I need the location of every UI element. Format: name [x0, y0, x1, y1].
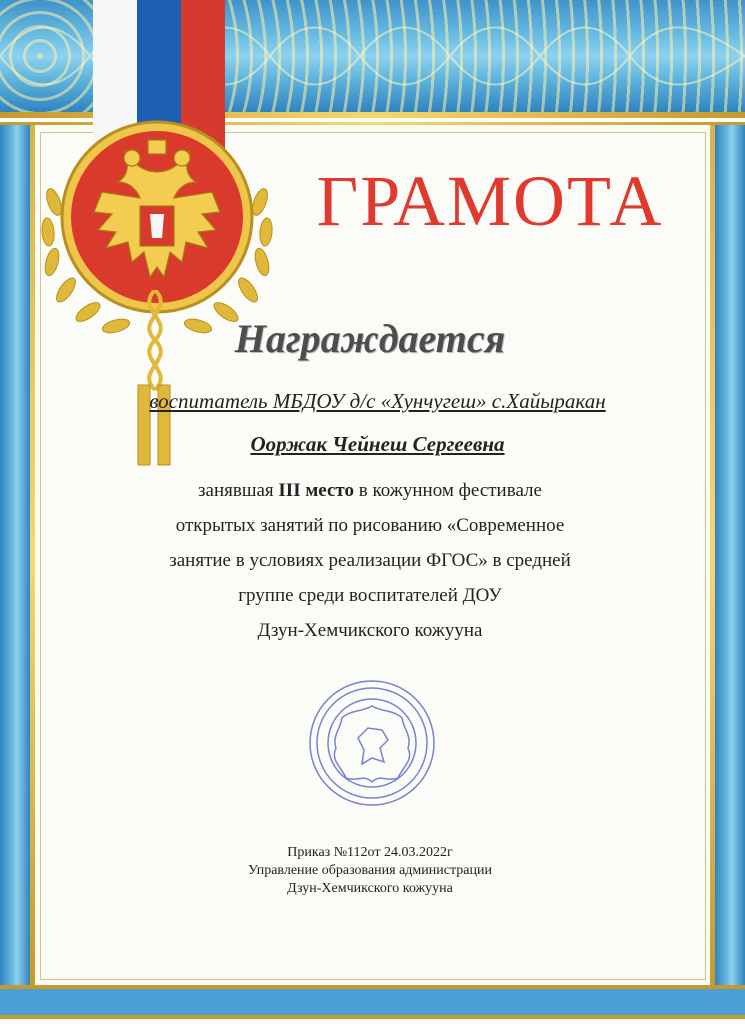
left-border: [0, 125, 30, 995]
issuer-line-2: Дзун-Хемчикского кожууна: [287, 881, 453, 896]
description-line-1-start: занявшая: [198, 480, 279, 501]
right-border: [715, 125, 745, 995]
right-gold-border: [710, 125, 715, 995]
description-line-4: группе среди воспитателей ДОУ: [238, 585, 502, 606]
issuer-block: [205, 844, 535, 898]
bottom-border: [0, 985, 745, 1024]
award-description: [120, 473, 620, 648]
place-text: III место: [278, 480, 354, 501]
description-line-2: открытых занятий по рисованию «Современное: [175, 515, 565, 536]
description-line-3: занятие в условиях реализации ФГОС» в средней: [169, 550, 571, 571]
official-stamp-icon: [302, 678, 442, 808]
description-line-1-end: в кожунном фестивале: [353, 480, 542, 501]
awarded-heading: Награждается: [234, 316, 506, 361]
certificate-title: ГРАМОТА: [316, 161, 664, 241]
description-line-5: Дзун-Хемчикского кожууна: [257, 620, 483, 641]
order-number: Приказ №112от 24.03.2022г: [287, 845, 453, 860]
recipient-name: Ооржак Чейнеш Сергеевна: [250, 432, 505, 456]
issuer-line-1: Управление образования администрации: [248, 863, 492, 878]
recipient-position: воспитатель МБДОУ д/с «Хунчугеш» с.Хайыракан: [149, 389, 606, 413]
description-line-1: [120, 473, 620, 508]
